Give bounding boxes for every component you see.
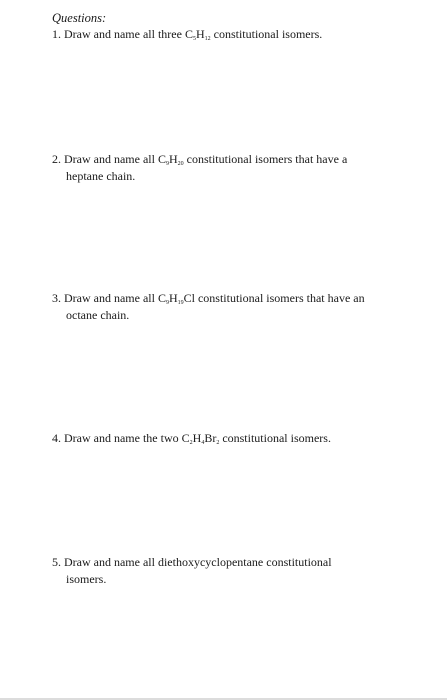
question-2-text-start: Draw and name all C: [61, 152, 166, 166]
question-4-hydrogen-symbol: H: [192, 431, 202, 445]
question-1: [52, 26, 402, 43]
questions-heading: Questions:: [52, 11, 107, 25]
question-5-line-1: [52, 554, 402, 571]
question-3-text-start: Draw and name all C: [61, 291, 166, 305]
question-2: [52, 151, 402, 185]
question-4-line-1: [52, 430, 402, 447]
question-1-hydrogen-symbol: H: [195, 27, 205, 41]
question-4-number: 4.: [52, 431, 61, 445]
question-4-hydrogen-count: 4: [201, 440, 205, 446]
question-2-hydrogen-symbol: H: [168, 152, 178, 166]
question-3-line-1: [52, 290, 402, 307]
question-5: [52, 554, 402, 588]
question-1-carbon-count: 5: [192, 36, 196, 42]
question-4-bromine-count: 2: [216, 440, 220, 446]
question-4: [52, 430, 402, 447]
question-3: [52, 290, 402, 324]
question-1-number: 1.: [52, 27, 61, 41]
question-2-line-2: heptane chain.: [66, 169, 136, 183]
question-2-number: 2.: [52, 152, 61, 166]
question-1-text-end: constitutional isomers.: [210, 27, 323, 41]
question-1-line-1: [52, 26, 402, 43]
question-2-text-end: constitutional isomers that have a: [183, 152, 348, 166]
question-3-line-2: octane chain.: [66, 308, 130, 322]
question-4-text-end: constitutional isomers.: [219, 431, 331, 445]
question-2-hydrogen-count: 20: [177, 161, 184, 167]
question-5-line-2: isomers.: [66, 572, 107, 586]
question-4-text-start: Draw and name the two C: [61, 431, 190, 445]
question-4-carbon-count: 2: [189, 440, 193, 446]
question-1-text-start: Draw and name all three C: [61, 27, 193, 41]
question-3-text-end: Cl constitutional isomers that have an: [183, 291, 365, 305]
question-3-carbon-count: 9: [165, 300, 169, 306]
question-5-number: 5.: [52, 555, 61, 569]
question-5-text: Draw and name all diethoxycyclopentane constitutional: [61, 555, 332, 569]
question-2-carbon-count: 9: [165, 161, 169, 167]
question-3-hydrogen-symbol: H: [168, 291, 178, 305]
question-4-bromine-symbol: Br: [204, 431, 217, 445]
question-2-line-1: [52, 151, 402, 168]
question-1-hydrogen-count: 12: [204, 36, 211, 42]
question-3-hydrogen-count: 19: [177, 300, 184, 306]
question-3-number: 3.: [52, 291, 61, 305]
